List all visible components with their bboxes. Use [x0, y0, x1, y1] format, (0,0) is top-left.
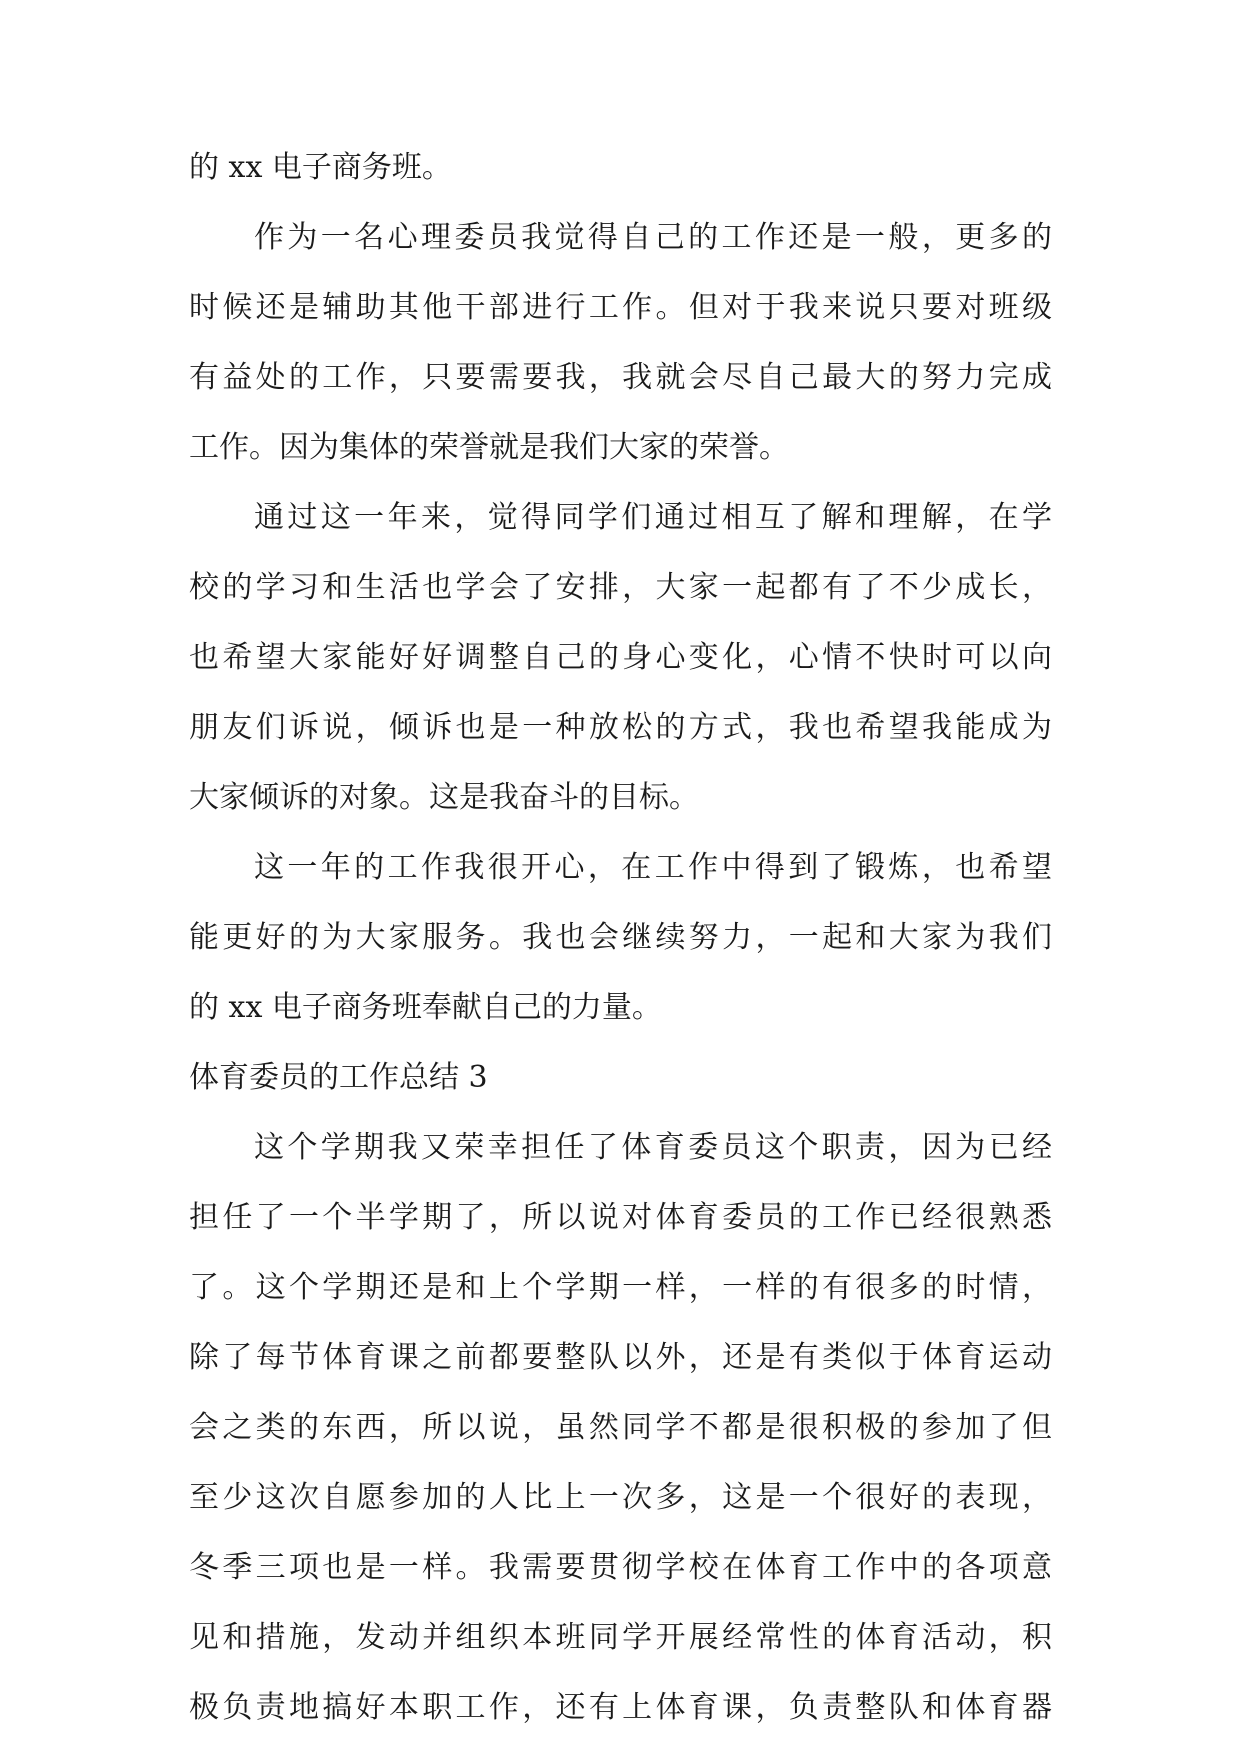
text-line-content: 除了每节体育课之前都要整队以外，还是有类似于体育运动	[189, 1340, 1052, 1375]
text-line-content: 作为一名心理委员我觉得自己的工作还是一般，更多的	[254, 220, 1052, 255]
text-line	[0, 1187, 1241, 1249]
text-line	[0, 1537, 1241, 1599]
text-line	[0, 277, 1241, 339]
text-line	[0, 1257, 1241, 1319]
text-line-content: 校的学习和生活也学会了安排，大家一起都有了不少成长，	[189, 570, 1052, 605]
text-line-content: 会之类的东西，所以说，虽然同学不都是很积极的参加了但	[189, 1410, 1052, 1445]
section-heading	[0, 1047, 1241, 1109]
text-line-content: 见和措施，发动并组织本班同学开展经常性的体育活动，积	[189, 1620, 1052, 1655]
text-line	[0, 1607, 1241, 1669]
text-line-content: 工作。因为集体的荣誉就是我们大家的荣誉。	[189, 430, 789, 465]
paragraph-first-line	[0, 487, 1241, 549]
text-line	[0, 1467, 1241, 1529]
text-line	[0, 1327, 1241, 1389]
text-line-content: 大家倾诉的对象。这是我奋斗的目标。	[189, 780, 699, 815]
text-line-content: 有益处的工作，只要需要我，我就会尽自己最大的努力完成	[189, 360, 1052, 395]
text-line	[0, 907, 1241, 969]
text-line-content: 通过这一年来，觉得同学们通过相互了解和理解，在学	[254, 500, 1052, 535]
text-line-content: 也希望大家能好好调整自己的身心变化，心情不快时可以向	[189, 640, 1052, 675]
text-line	[0, 977, 1241, 1039]
text-line-content: 的 xx 电子商务班。	[189, 150, 452, 185]
text-line-content: 的 xx 电子商务班奉献自己的力量。	[189, 990, 662, 1025]
text-line-content: 朋友们诉说，倾诉也是一种放松的方式，我也希望我能成为	[189, 710, 1052, 745]
paragraph-first-line	[0, 207, 1241, 269]
text-line-content: 了。这个学期还是和上个学期一样，一样的有很多的时情，	[189, 1270, 1052, 1305]
text-line	[0, 1677, 1241, 1739]
text-line	[0, 1397, 1241, 1459]
text-line-content: 能更好的为大家服务。我也会继续努力，一起和大家为我们	[189, 920, 1052, 955]
text-line-content: 时候还是辅助其他干部进行工作。但对于我来说只要对班级	[189, 290, 1052, 325]
text-line	[0, 767, 1241, 829]
text-line-content: 这一年的工作我很开心，在工作中得到了锻炼，也希望	[254, 850, 1052, 885]
paragraph-first-line	[0, 837, 1241, 899]
text-line-content: 冬季三项也是一样。我需要贯彻学校在体育工作中的各项意	[189, 1550, 1052, 1585]
text-line	[0, 417, 1241, 479]
text-line	[0, 137, 1241, 199]
text-line	[0, 557, 1241, 619]
text-line-content: 这个学期我又荣幸担任了体育委员这个职责，因为已经	[254, 1130, 1052, 1165]
paragraph-first-line	[0, 1117, 1241, 1179]
section-heading-text: 体育委员的工作总结 3	[189, 1060, 488, 1095]
text-line	[0, 347, 1241, 409]
text-line-content: 担任了一个半学期了，所以说对体育委员的工作已经很熟悉	[189, 1200, 1052, 1235]
text-line	[0, 697, 1241, 759]
text-line	[0, 627, 1241, 689]
text-line-content: 至少这次自愿参加的人比上一次多，这是一个很好的表现，	[189, 1480, 1052, 1515]
text-line-content: 极负责地搞好本职工作，还有上体育课，负责整队和体育器	[189, 1690, 1052, 1725]
